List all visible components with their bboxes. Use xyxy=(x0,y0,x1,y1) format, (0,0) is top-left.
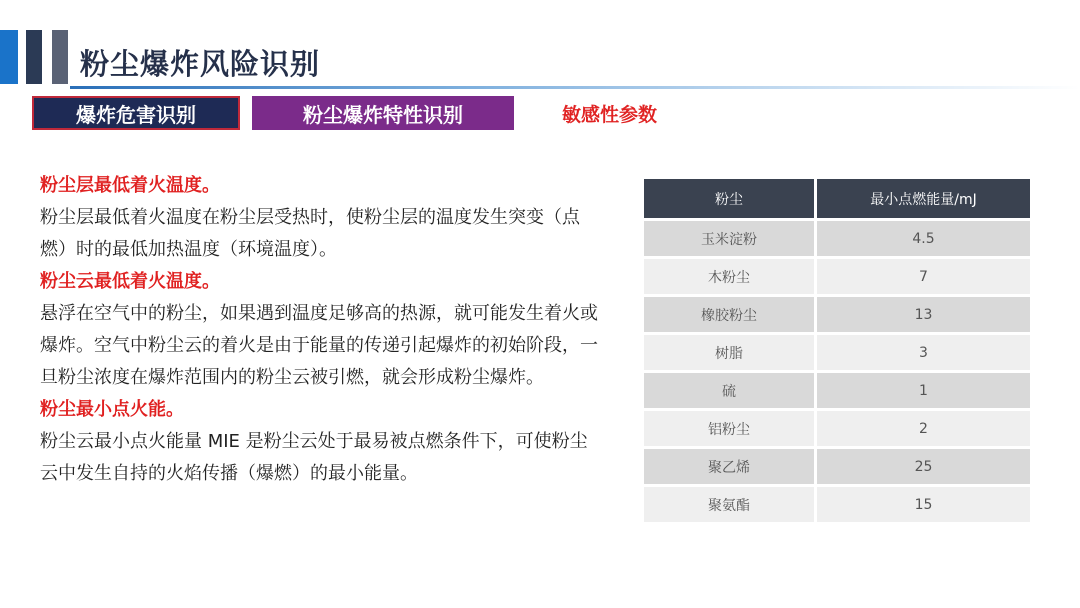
table-cell-dust: 木粉尘 xyxy=(644,258,816,296)
table-cell-energy: 1 xyxy=(816,372,1031,410)
table-cell-dust: 树脂 xyxy=(644,334,816,372)
table-row xyxy=(644,410,1030,448)
section-heading-min-ignition-energy: 粉尘最小点火能。 xyxy=(40,399,184,420)
title-accent-bar-slate xyxy=(52,30,68,84)
table-cell-dust: 橡胶粉尘 xyxy=(644,296,816,334)
section-body-min-ignition-energy: 粉尘云最小点火能量 MIE 是粉尘云处于最易被点燃条件下，可使粉尘云中发生自持的火焰传播（爆燃）的最小能量。 xyxy=(40,431,588,484)
table-row xyxy=(644,486,1030,524)
table-cell-dust: 聚乙烯 xyxy=(644,448,816,486)
table-row xyxy=(644,296,1030,334)
table-row xyxy=(644,258,1030,296)
table-row xyxy=(644,372,1030,410)
content-text xyxy=(40,170,600,490)
section-body-cloud-ignition: 悬浮在空气中的粉尘，如果遇到温度足够高的热源，就可能发生着火或爆炸。空气中粉尘云的着火是由于能量的传递引起爆炸的初始阶段，一旦粉尘浓度在爆炸范围内的粉尘云被引燃，就会形成粉尘爆炸。 xyxy=(40,303,598,388)
table-cell-energy: 15 xyxy=(816,486,1031,524)
table-cell-dust: 铝粉尘 xyxy=(644,410,816,448)
table-row xyxy=(644,448,1030,486)
table-cell-energy: 4.5 xyxy=(816,220,1031,258)
table-header-energy: 最小点燃能量/mJ xyxy=(816,179,1031,220)
section-heading-cloud-ignition: 粉尘云最低着火温度。 xyxy=(40,271,220,292)
table-cell-dust: 硫 xyxy=(644,372,816,410)
table-cell-energy: 25 xyxy=(816,448,1031,486)
section-body-layer-ignition: 粉尘层最低着火温度在粉尘层受热时，使粉尘层的温度发生突变（点燃）时的最低加热温度（环境温度）。 xyxy=(40,207,580,260)
table-cell-dust: 聚氨酯 xyxy=(644,486,816,524)
title-underline xyxy=(70,86,1080,89)
tab-hazard-identification[interactable]: 爆炸危害识别 xyxy=(32,96,240,130)
section-heading-layer-ignition: 粉尘层最低着火温度。 xyxy=(40,175,220,196)
tab-sensitivity-parameters[interactable]: 敏感性参数 xyxy=(562,104,658,126)
table-header-dust: 粉尘 xyxy=(644,179,816,220)
table-cell-energy: 7 xyxy=(816,258,1031,296)
table-cell-energy: 13 xyxy=(816,296,1031,334)
table-row xyxy=(644,334,1030,372)
page-title: 粉尘爆炸风险识别 xyxy=(80,47,321,81)
table-row xyxy=(644,220,1030,258)
title-accent-bar-dark xyxy=(26,30,42,84)
table-cell-dust: 玉米淀粉 xyxy=(644,220,816,258)
table-header-row xyxy=(644,179,1030,220)
title-accent-bar-blue xyxy=(0,30,18,84)
table-cell-energy: 2 xyxy=(816,410,1031,448)
tab-dust-explosion-properties[interactable]: 粉尘爆炸特性识别 xyxy=(252,96,514,130)
table-cell-energy: 3 xyxy=(816,334,1031,372)
title-bar xyxy=(0,0,1080,100)
min-ignition-energy-table xyxy=(644,179,1030,525)
